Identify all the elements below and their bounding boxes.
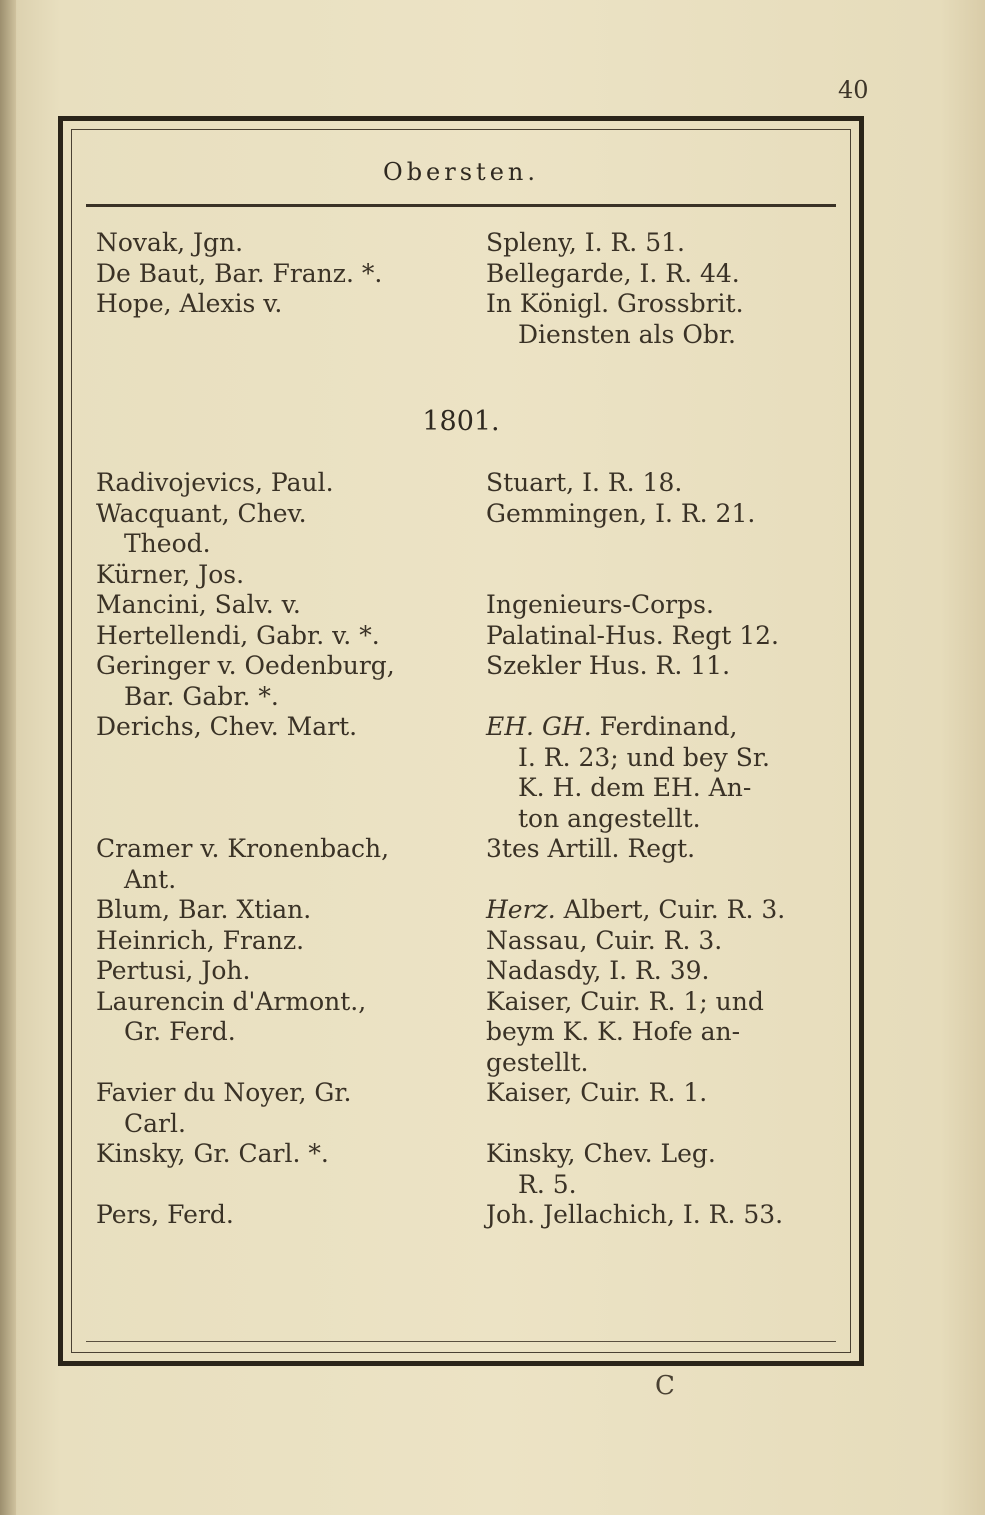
page-frame-inner xyxy=(71,129,851,1353)
list-item: Favier du Noyer, Gr. Carl. Kaiser, Cuir. R. 1. xyxy=(96,1078,708,1138)
list-item: Hope, Alexis v. In Königl. Grossbrit. Diensten als Obr. xyxy=(96,289,744,349)
list-item: Radivojevics, Paul. Stuart, I. R. 18. xyxy=(96,468,683,497)
list-item: Pers, Ferd. Joh. Jellachich, I. R. 53. xyxy=(96,1200,784,1229)
list-item: Wacquant, Chev. Theod. Gemmingen, I. R. 21. xyxy=(96,498,756,558)
list-item: Cramer v. Kronenbach, Ant. 3tes Artill. Regt. xyxy=(96,834,696,894)
heading-rule xyxy=(86,204,836,207)
section-heading: Obersten. xyxy=(383,158,539,186)
list-1801 xyxy=(96,468,836,1231)
signature-mark: C xyxy=(655,1371,675,1401)
list-item: Novak, Jgn. Spleny, I. R. 51. xyxy=(96,228,685,257)
list-item: Derichs, Chev. Mart. EH. GH. Ferdinand, I. R. 23; und bey Sr. K. H. dem EH. An- ton angestellt. xyxy=(96,712,770,833)
bottom-rule xyxy=(86,1341,836,1342)
book-spine xyxy=(0,0,16,1515)
list-item: Hertellendi, Gabr. v. *. Palatinal-Hus. Regt 12. xyxy=(96,620,779,650)
list-item: Geringer v. Oedenburg, Bar. Gabr. *. Szekler Hus. R. 11. xyxy=(96,651,731,711)
list-item: De Baut, Bar. Franz. *. Bellegarde, I. R. 44. xyxy=(96,258,740,288)
pre-1801-list xyxy=(96,228,836,350)
year-heading: 1801. xyxy=(422,406,500,437)
list-item: Mancini, Salv. v. Ingenieurs-Corps. xyxy=(96,590,714,619)
list-item: Heinrich, Franz. Nassau, Cuir. R. 3. xyxy=(96,925,723,955)
list-item: Blum, Bar. Xtian. Herz. Albert, Cuir. R. 3. xyxy=(96,895,786,924)
page-frame xyxy=(58,116,864,1366)
list-item: Kürner, Jos. xyxy=(96,559,245,589)
page-number: 40 xyxy=(838,76,869,104)
list-item: Laurencin d'Armont., Gr. Ferd. Kaiser, Cuir. R. 1; und beym K. K. Hofe an- gestellt. xyxy=(96,986,764,1077)
list-item: Kinsky, Gr. Carl. *. Kinsky, Chev. Leg. R. 5. xyxy=(96,1139,716,1199)
list-item: Pertusi, Joh. Nadasdy, I. R. 39. xyxy=(96,956,710,985)
